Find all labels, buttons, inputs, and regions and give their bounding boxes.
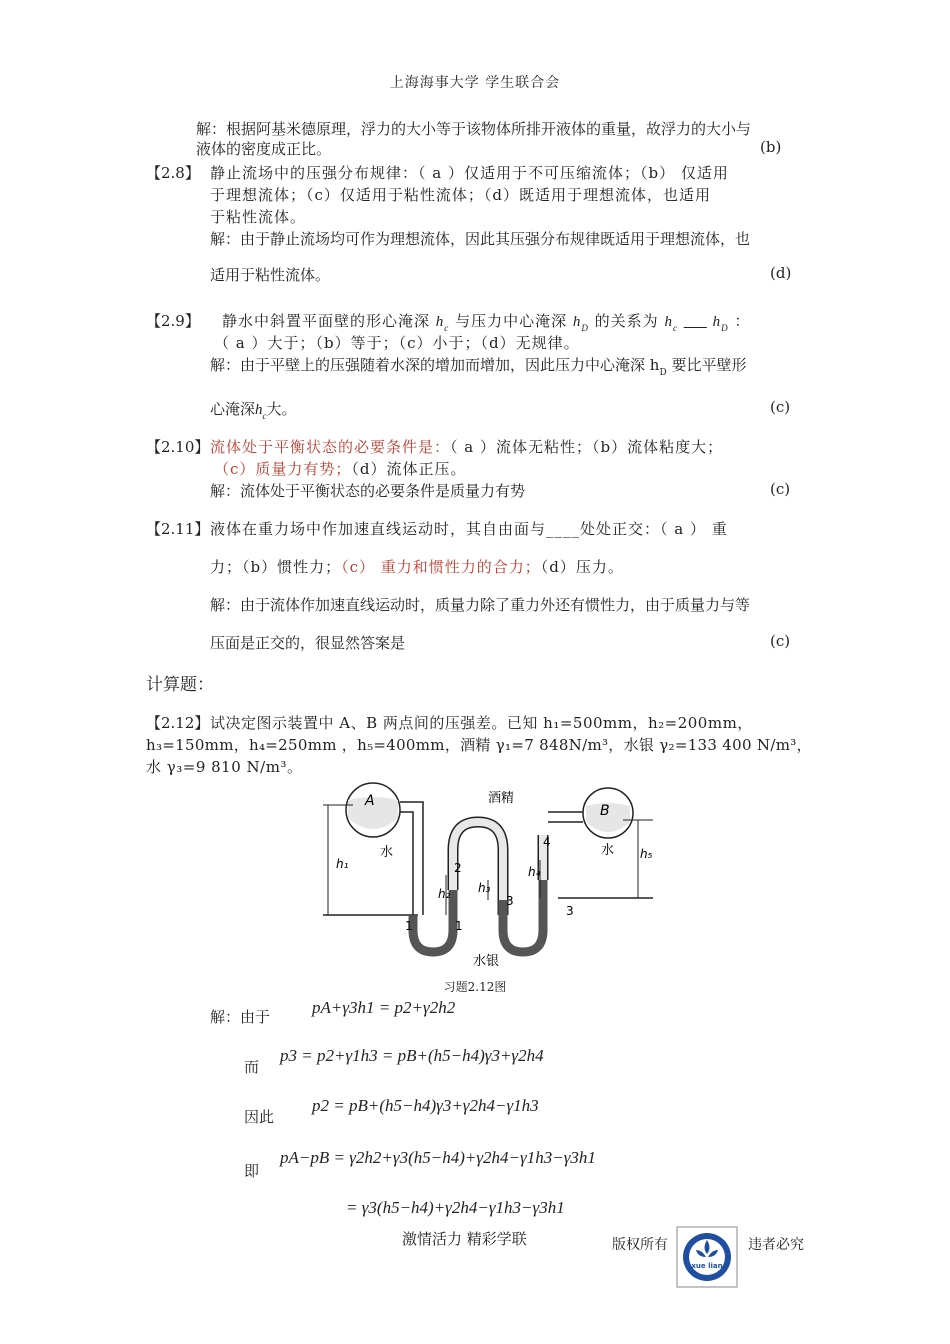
label-1a: 1 (405, 919, 413, 933)
footer-warning: 违者必究 (748, 1237, 804, 1253)
equation-1: pA+γ3h1 = p2+γ2h2 (312, 998, 456, 1017)
label-water-left: 水 (380, 845, 394, 860)
p210-line1-red: 流体处于平衡状态的必要条件是： (210, 438, 451, 456)
p29-line2: （ a ）大于；（b）等于；（c）小于；（d）无规律。 (214, 334, 580, 352)
p212-line1: 试决定图示装置中 A、B 两点间的压强差。已知 h₁=500mm，h₂=200mm， (210, 714, 753, 732)
p29-line1d: ： (734, 312, 751, 330)
p27-answer: (b) (760, 138, 782, 156)
label-mercury: 水银 (473, 954, 500, 969)
p211-line2 (210, 556, 624, 577)
p28-solution-line1: 解：由于静止流场均可作为理想流体，因此其压强分布规律既适用于理想流体，也 (210, 230, 751, 248)
p211-line2-red: （c） 重力和惯性力的合力； (341, 558, 541, 576)
solution-and: 而 (244, 1058, 260, 1076)
p28-number: 【2.8】 (146, 164, 200, 182)
label-3b: 3 (566, 904, 574, 918)
p212-number: 【2.12】 (146, 714, 210, 732)
p211-line1: 液体在重力场中作加速直线运动时，其自由面与____处处正交：（ a ） 重 (210, 520, 728, 538)
union-logo (676, 1226, 738, 1288)
p29-line1: 静水中斜置平面壁的形心淹深 $h_c$ 与压力中心淹深 $h_D$ 的关系为 $h_c$ $h_D$ ： (222, 312, 751, 333)
p27-solution-line2: 液体的密度成正比。 (196, 140, 332, 158)
pipe-a-inner (400, 812, 413, 915)
label-h4: h₄ (528, 865, 541, 879)
figure-caption: 习题2.12图 (443, 980, 507, 994)
label-b: B (600, 803, 610, 819)
p29-line1c: 的关系为 (594, 312, 659, 330)
p27-solution-line1: 解：根据阿基米德原理，浮力的大小等于该物体所排开液体的重量，故浮力的大小与 (196, 120, 752, 138)
p28-solution-line2: 适用于粘性流体。 (210, 266, 331, 284)
p210-line2-red: （c）质量力有势； (214, 460, 352, 478)
p28-answer: (d) (770, 264, 792, 282)
label-4: 4 (543, 835, 551, 849)
p212-line3: 水 γ₃=9 810 N/m³。 (146, 758, 303, 776)
p210-line1-rest: （ a ）流体无粘性；（b）流体粘度大； (450, 438, 724, 456)
p212-line2: h₃=150mm，h₄=250mm ，h₅=400mm，酒精 γ₁=7 848N/m³，水银 γ₂=133 400 N/m³， (146, 736, 812, 754)
p29-answer: (c) (770, 398, 791, 416)
equation-3: p2 = pB+(h5−h4)γ3+γ2h4−γ1h3 (312, 1096, 539, 1115)
pipe-a-outer (400, 802, 423, 915)
u-tube-right-mercury (503, 880, 543, 952)
p210-line2 (214, 458, 467, 479)
p29-solution-1a: 解：由于平壁上的压强随着水深的增加而增加，因此压力中心淹深 h (210, 356, 660, 374)
p28-line2: 于理想流体；（c）仅适用于粘性流体；（d）既适用于理想流体，也适用 (210, 186, 712, 204)
p29-solution-line1: 解：由于平壁上的压强随着水深的增加而增加，因此压力中心淹深 $h_D$ 要比平壁形 (210, 356, 747, 378)
equation-4: pA−pB = γ2h2+γ3(h5−h4)+γ2h4−γ1h3−γ3h1 (280, 1148, 596, 1167)
calc-heading: 计算题： (146, 675, 214, 695)
p210-line2-rest: （d）流体正压。 (351, 460, 467, 478)
label-water-right: 水 (601, 843, 615, 858)
footer-slogan: 激情活力 精彩学联 (402, 1230, 527, 1248)
logo-text: xue lian (691, 1262, 723, 1270)
solution-intro: 解：由于 (210, 1008, 271, 1026)
p29-solution-1b: 要比平壁形 (671, 356, 747, 374)
solution-therefore: 因此 (244, 1108, 275, 1126)
p211-number: 【2.11】 (146, 520, 210, 538)
label-1b: 1 (455, 919, 463, 933)
p29-solution-2b: 大。 (266, 400, 297, 418)
p211-solution-line2: 压面是正交的，很显然答案是 (210, 634, 406, 652)
solution-that-is: 即 (244, 1162, 260, 1180)
p210-answer: (c) (770, 480, 791, 498)
p29-number: 【2.9】 (146, 312, 200, 330)
footer-copyright: 版权所有 (612, 1237, 668, 1253)
equation-5: = γ3(h5−h4)+γ2h4−γ1h3−γ3h1 (346, 1198, 565, 1217)
p211-line2a: 力；（b）惯性力； (210, 558, 342, 576)
p29-line1a: 静水中斜置平面壁的形心淹深 (222, 312, 431, 330)
p29-line1b: 与压力中心淹深 (455, 312, 568, 330)
p29-solution-line2: 心淹深$h_c$大。 (210, 400, 297, 421)
p210-number: 【2.10】 (146, 438, 210, 456)
label-h2: h₂ (438, 887, 451, 901)
p210-solution: 解：流体处于平衡状态的必要条件是质量力有势 (210, 482, 526, 500)
p28-line1: 静止流场中的压强分布规律：（ a ）仅适用于不可压缩流体；（b） 仅适用 (210, 164, 729, 182)
page-header: 上海海事大学 学生联合会 (389, 75, 561, 91)
p29-solution-2a: 心淹深 (210, 400, 256, 418)
p211-answer: (c) (770, 632, 791, 650)
label-3a: 3 (506, 894, 514, 908)
p211-solution-line1: 解：由于流体作加速直线运动时，质量力除了重力外还有惯性力，由于质量力与等 (210, 596, 751, 614)
label-a: A (365, 793, 375, 809)
manometer-figure (318, 780, 658, 970)
label-2: 2 (454, 861, 462, 875)
p211-line2c: （d）压力。 (540, 558, 624, 576)
label-alcohol: 酒精 (488, 791, 515, 806)
label-h3: h₃ (478, 881, 491, 895)
p210-line1 (210, 436, 723, 457)
label-h1: h₁ (336, 857, 349, 871)
equation-2: p3 = p2+γ1h3 = pB+(h5−h4)γ3+γ2h4 (280, 1046, 544, 1065)
p28-line3: 于粘性流体。 (210, 208, 307, 226)
label-h5: h₅ (640, 847, 653, 861)
